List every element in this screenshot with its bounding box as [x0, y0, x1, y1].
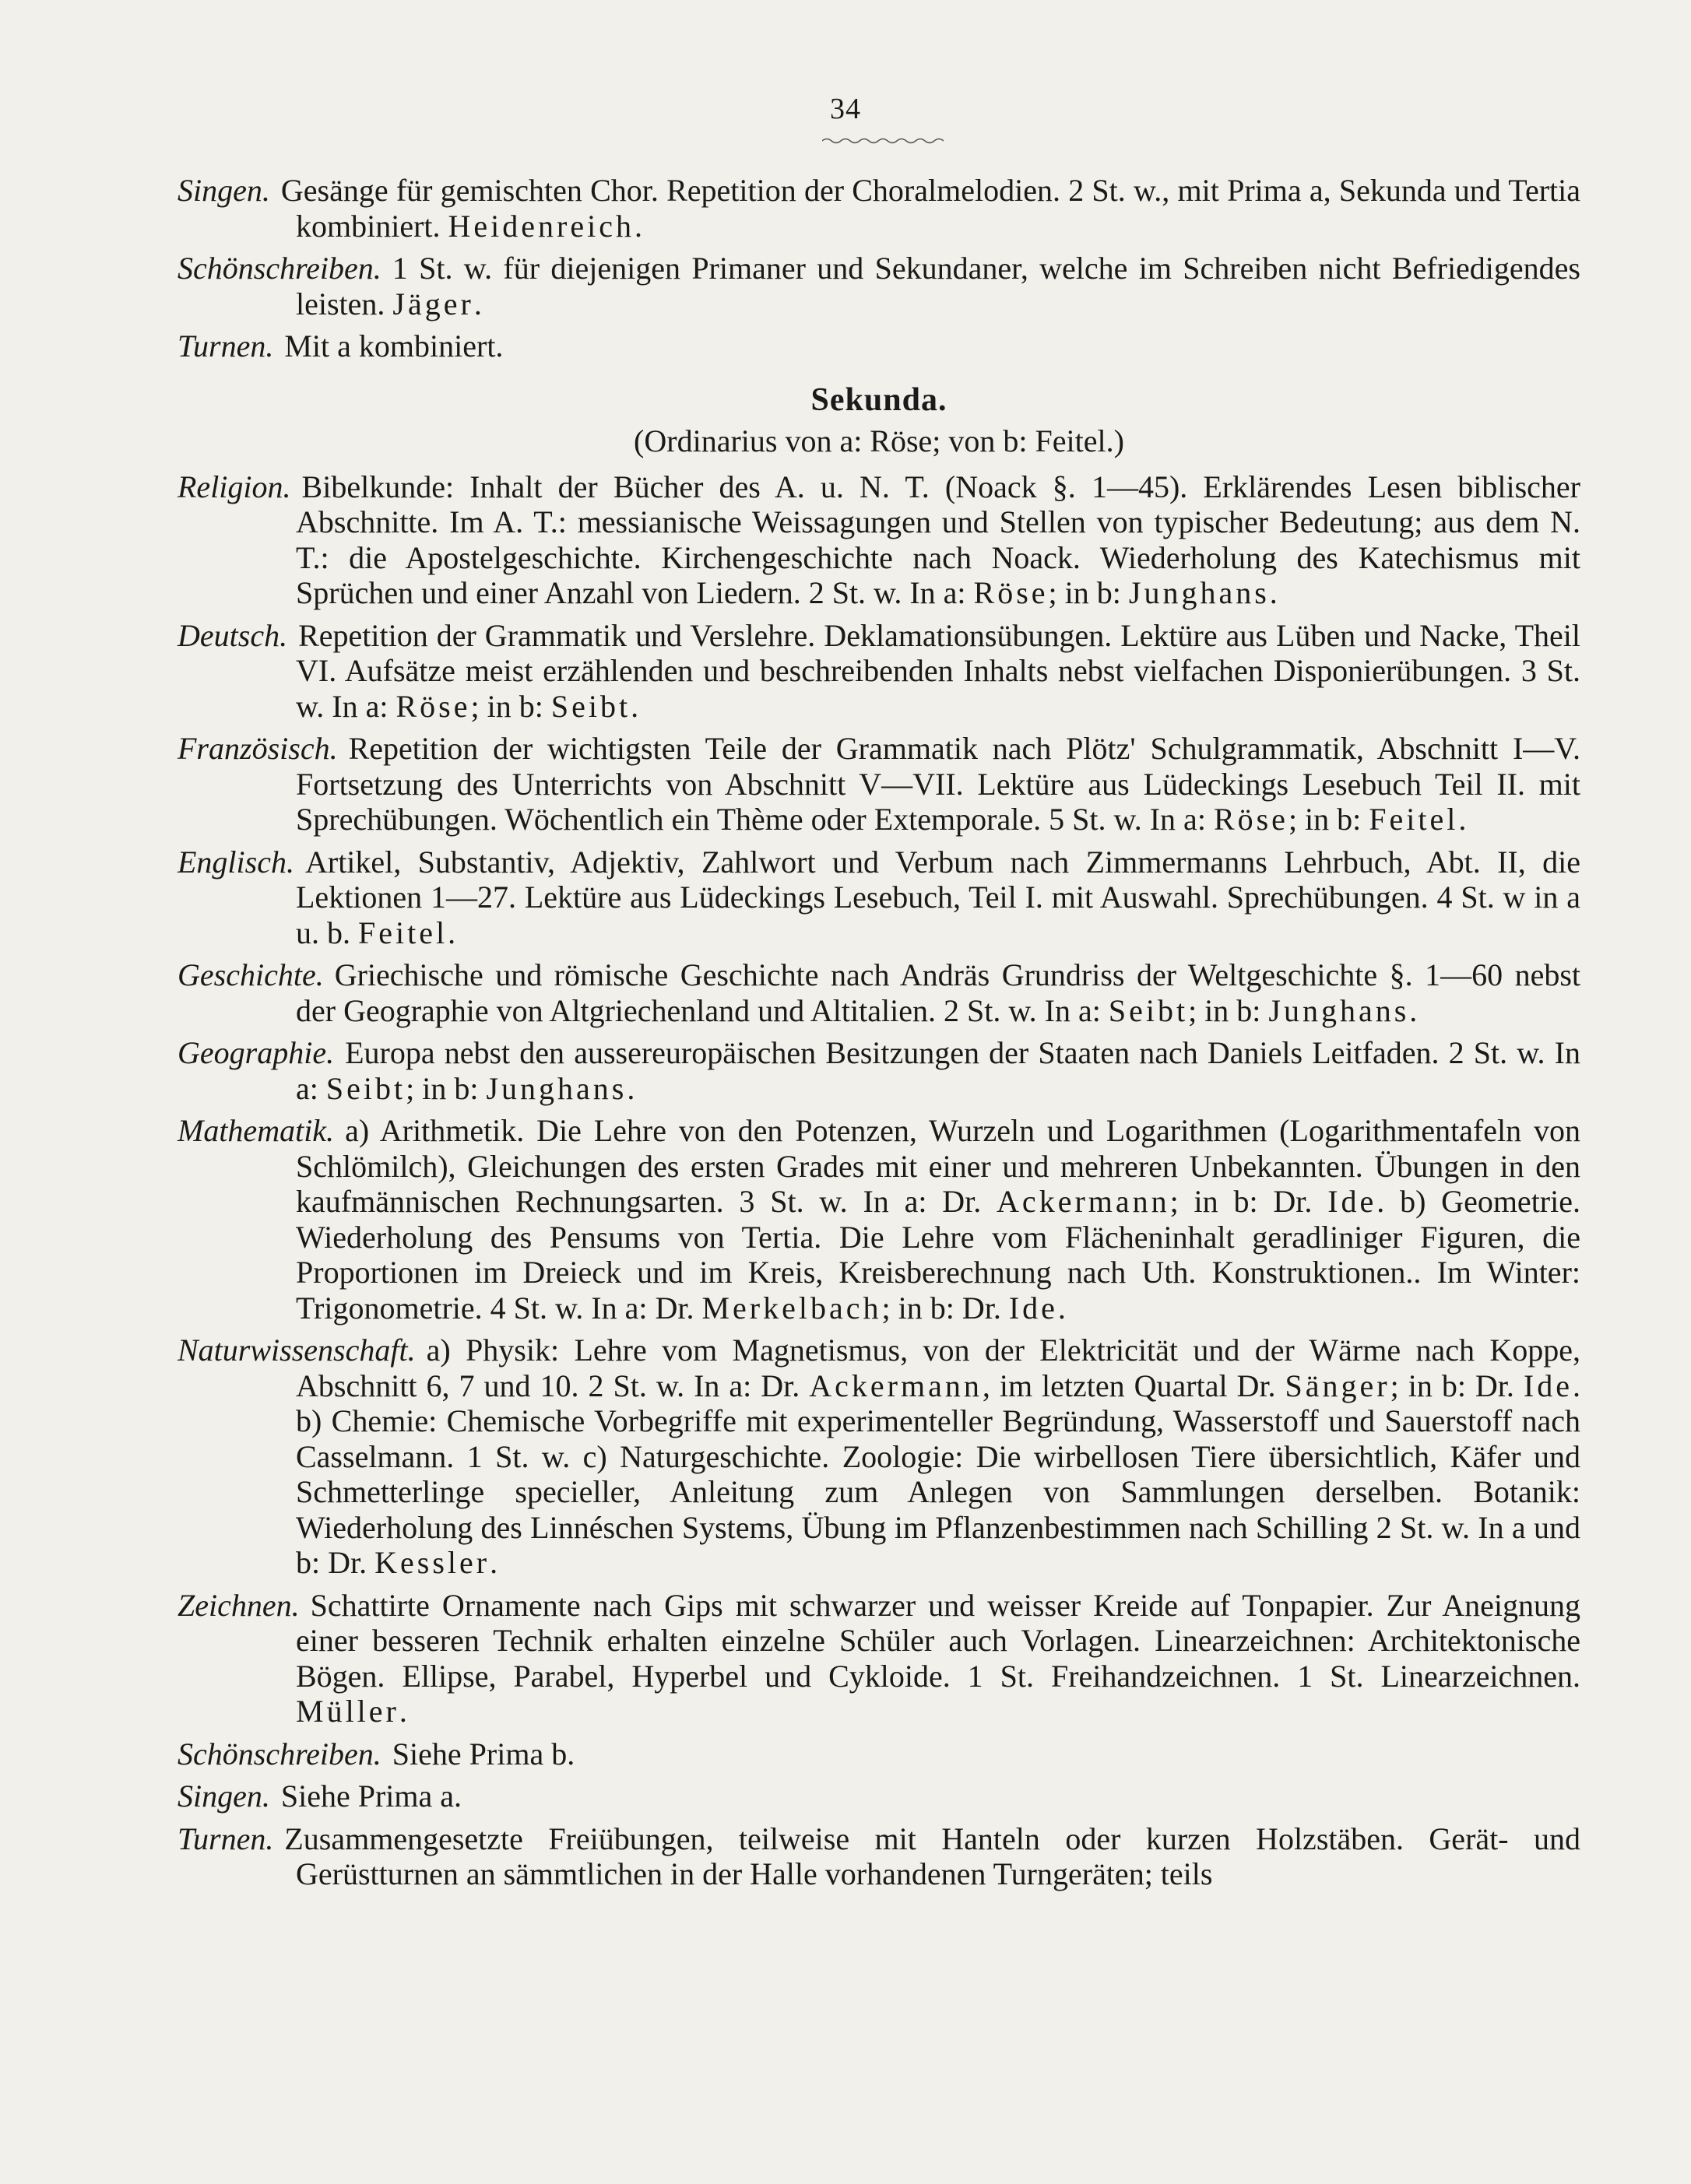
entry-text: , im letzten Quartal Dr.	[982, 1368, 1285, 1403]
entry-text: ; in b:	[406, 1070, 487, 1106]
subject-label: Englisch.	[178, 844, 294, 880]
subject-entry	[178, 1778, 1580, 1814]
subject-entry	[178, 328, 1580, 364]
entry-text: .	[1057, 1290, 1066, 1325]
subject-label: Deutsch.	[178, 617, 288, 653]
teacher-name: Junghans	[486, 1070, 628, 1106]
teacher-name: Seibt	[550, 688, 631, 724]
entry-text: a) Arithmetik. Die Lehre von den Potenzen, Wurzeln und Logarithmen (Logarithmentafeln von Schlömilch), Gleichungen des ersten Grades mit einer und mehreren Unbekannten. Übungen in den kaufmännischen Rechnungsarten. 3 St. w. In a: Dr.	[296, 1113, 1580, 1219]
teacher-name: Röse	[1213, 802, 1288, 837]
entry-text: Artikel, Substantiv, Adjektiv, Zahlwort und Verbum nach Zimmermanns Lehrbuch, Abt. II, die Lektionen 1—27. Lektüre aus Lüdeckings Lesebuch, Teil I. mit Auswahl. Sprechübungen. 4 St. w in a u. b.	[296, 844, 1580, 950]
entries-block	[178, 173, 1580, 1899]
entry-text: .	[634, 208, 642, 244]
entry-text: Zusammengesetzte Freiübungen, teilweise mit Hanteln oder kurzen Holzstäben. Gerät- und Gerüstturnen an sämmtlichen in der Halle vorhandenen Turngeräten; teils	[284, 1821, 1580, 1891]
entry-text: .	[1458, 802, 1467, 837]
subject-label: Schönschreiben.	[178, 251, 381, 286]
entry-text: . b) Chemie: Chemische Vorbegriffe mit experimenteller Begründung, Wasserstoff und Sauerstoff nach Casselmann. 1 St. w. c) Naturgeschichte. Zoologie: Die wirbellosen Tiere übersichtlich, Käfer und Schmetterlinge specieller, Anleitung zum Anlegen von Sammlungen derselben. Botanik: Wiederholung des Linnéschen Systems, Übung im Pflanzenbestimmen nach Schilling 2 St. w. In a und b: Dr.	[296, 1368, 1580, 1580]
teacher-name: Kessler	[374, 1545, 490, 1580]
teacher-name: Müller	[296, 1694, 399, 1729]
subject-label: Turnen.	[178, 328, 274, 363]
subject-entry	[178, 173, 1580, 244]
subject-entry	[178, 1588, 1580, 1729]
subject-entry	[178, 469, 1580, 611]
teacher-name: Junghans	[1268, 992, 1410, 1028]
page-number: 34	[830, 93, 861, 125]
entry-text: Mit a kombiniert.	[284, 328, 504, 363]
entry-text: .	[627, 1070, 635, 1106]
entry-text: ; in b: Dr.	[881, 1290, 1009, 1325]
entry-text: .	[631, 688, 639, 724]
teacher-name: Ide	[1327, 1184, 1377, 1219]
teacher-name: Jäger	[392, 286, 474, 321]
subject-label: Geographie.	[178, 1035, 335, 1070]
subject-label: Geschichte.	[178, 957, 324, 992]
teacher-name: Ide	[1523, 1368, 1573, 1403]
entry-text: .	[399, 1694, 407, 1729]
subject-label: Naturwissenschaft.	[178, 1333, 416, 1368]
entry-text: ; in b:	[1288, 802, 1369, 837]
entry-text: ; in b: Dr.	[1169, 1184, 1328, 1219]
subject-entry	[178, 618, 1580, 725]
entry-text: .	[1409, 992, 1418, 1028]
entry-text: .	[490, 1545, 498, 1580]
entry-text: Schattirte Ornamente nach Gips mit schwarzer und weisser Kreide auf Tonpapier. Zur Aneignung einer besseren Technik erhalten einzelne Schüler auch Vorlagen. Linearzeichnen: Architektonische Bögen. Ellipse, Parabel, Hyperbel und Cykloide. 1 St. Freihandzeichnen. 1 St. Linearzeichnen.	[296, 1587, 1580, 1694]
entry-text: Repetition der wichtigsten Teile der Grammatik nach Plötz' Schulgrammatik, Abschnitt I—V. Fortsetzung des Unterrichts von Abschnitt V—VII. Lektüre aus Lüdeckings Lesebuch Teil II. mit Sprechübungen. Wöchentlich ein Thème oder Extemporale. 5 St. w. In a:	[296, 731, 1580, 837]
teacher-name: Ackermann	[997, 1184, 1170, 1219]
entry-text: Gesänge für gemischten Chor. Repetition der Choralmelodien. 2 St. w., mit Prima a, Sekunda und Tertia kombiniert.	[280, 173, 1580, 244]
entry-text: .	[448, 915, 456, 950]
subject-label: Singen.	[178, 1778, 270, 1814]
subject-entry	[178, 957, 1580, 1028]
subject-entry	[178, 1736, 1580, 1772]
section-subheading: (Ordinarius von a: Röse; von b: Feitel.)	[634, 423, 1124, 458]
subject-entry	[178, 844, 1580, 951]
teacher-name: Feitel	[1369, 802, 1459, 837]
entry-text: a) Physik: Lehre vom Magnetismus, von der Elektricität und der Wärme nach Koppe, Abschnitt 6, 7 und 10. 2 St. w. In a: Dr.	[296, 1333, 1580, 1403]
entry-text: ; in b: Dr.	[1390, 1368, 1524, 1403]
subject-entry	[178, 1333, 1580, 1581]
entry-text: .	[473, 286, 482, 321]
teacher-name: Seibt	[325, 1070, 406, 1106]
teacher-name: Röse	[396, 688, 471, 724]
subject-entry	[178, 251, 1580, 321]
entry-text: Repetition der Grammatik und Verslehre. Deklamationsübungen. Lektüre aus Lüben und Nacke, Theil VI. Aufsätze meist erzählenden und beschreibenden Inhalts nebst vielfachen Disponierübungen. 3 St. w. In a:	[296, 617, 1580, 724]
teacher-name: Feitel	[358, 915, 448, 950]
entry-text: 1 St. w. für diejenigen Primaner und Sekundaner, welche im Schreiben nicht Befriedigendes leisten.	[296, 251, 1580, 321]
subject-label: Religion.	[178, 469, 291, 504]
subject-label: Mathematik.	[178, 1113, 335, 1148]
entry-text: Griechische und römische Geschichte nach Andräs Grundriss der Weltgeschichte §. 1—60 nebst der Geographie von Altgriechenland und Altitalien. 2 St. w. In a:	[296, 957, 1580, 1028]
teacher-name: Ide	[1008, 1290, 1058, 1325]
entry-text: Europa nebst den aussereuropäischen Besitzungen der Staaten nach Daniels Leitfaden. 2 St. w. In a:	[296, 1035, 1580, 1106]
subject-label: Schönschreiben.	[178, 1736, 381, 1771]
prima-continuation	[178, 173, 1580, 364]
subject-label: Singen.	[178, 173, 270, 208]
subject-entry	[178, 1035, 1580, 1106]
subject-entry	[178, 1821, 1580, 1892]
entry-text: ; in b:	[1048, 575, 1129, 610]
subject-entry	[178, 1113, 1580, 1325]
teacher-name: Seibt	[1108, 992, 1189, 1028]
subject-label: Turnen.	[178, 1821, 274, 1856]
sekunda-subject-list	[178, 469, 1580, 1892]
section-heading: Sekunda.	[810, 381, 947, 418]
page-number-ornament	[822, 137, 944, 145]
teacher-name: Sänger	[1285, 1368, 1390, 1403]
entry-text: Siehe Prima a.	[280, 1778, 462, 1814]
teacher-name: Röse	[973, 575, 1049, 610]
teacher-name: Heidenreich	[448, 208, 635, 244]
entry-text: Siehe Prima b.	[392, 1736, 575, 1771]
entry-text: Bibelkunde: Inhalt der Bücher des A. u. N. T. (Noack §. 1—45). Erklärendes Lesen biblischer Abschnitte. Im A. T.: messianische Weissagungen und Stellen von typischer Bedeutung; aus dem N. T.: die Apostelgeschichte. Kirchengeschichte nach Noack. Wiederholung des Katechismus mit Sprüchen und einer Anzahl von Liedern. 2 St. w. In a:	[296, 469, 1580, 610]
subject-entry	[178, 731, 1580, 837]
teacher-name: Merkelbach	[701, 1290, 882, 1325]
teacher-name: Ackermann	[809, 1368, 983, 1403]
subject-label: Zeichnen.	[178, 1587, 300, 1623]
entry-text: . b) Geometrie. Wiederholung des Pensums von Tertia. Die Lehre vom Flächeninhalt geradliniger Figuren, die Proportionen im Dreieck und im Kreis, Kreisberechnung nach Uth. Konstruktionen.. Im Winter: Trigonometrie. 4 St. w. In a: Dr.	[296, 1184, 1580, 1325]
entry-text: .	[1269, 575, 1278, 610]
teacher-name: Junghans	[1128, 575, 1270, 610]
entry-text: ; in b:	[470, 688, 551, 724]
subject-label: Französisch.	[178, 731, 338, 766]
entry-text: ; in b:	[1188, 992, 1269, 1028]
